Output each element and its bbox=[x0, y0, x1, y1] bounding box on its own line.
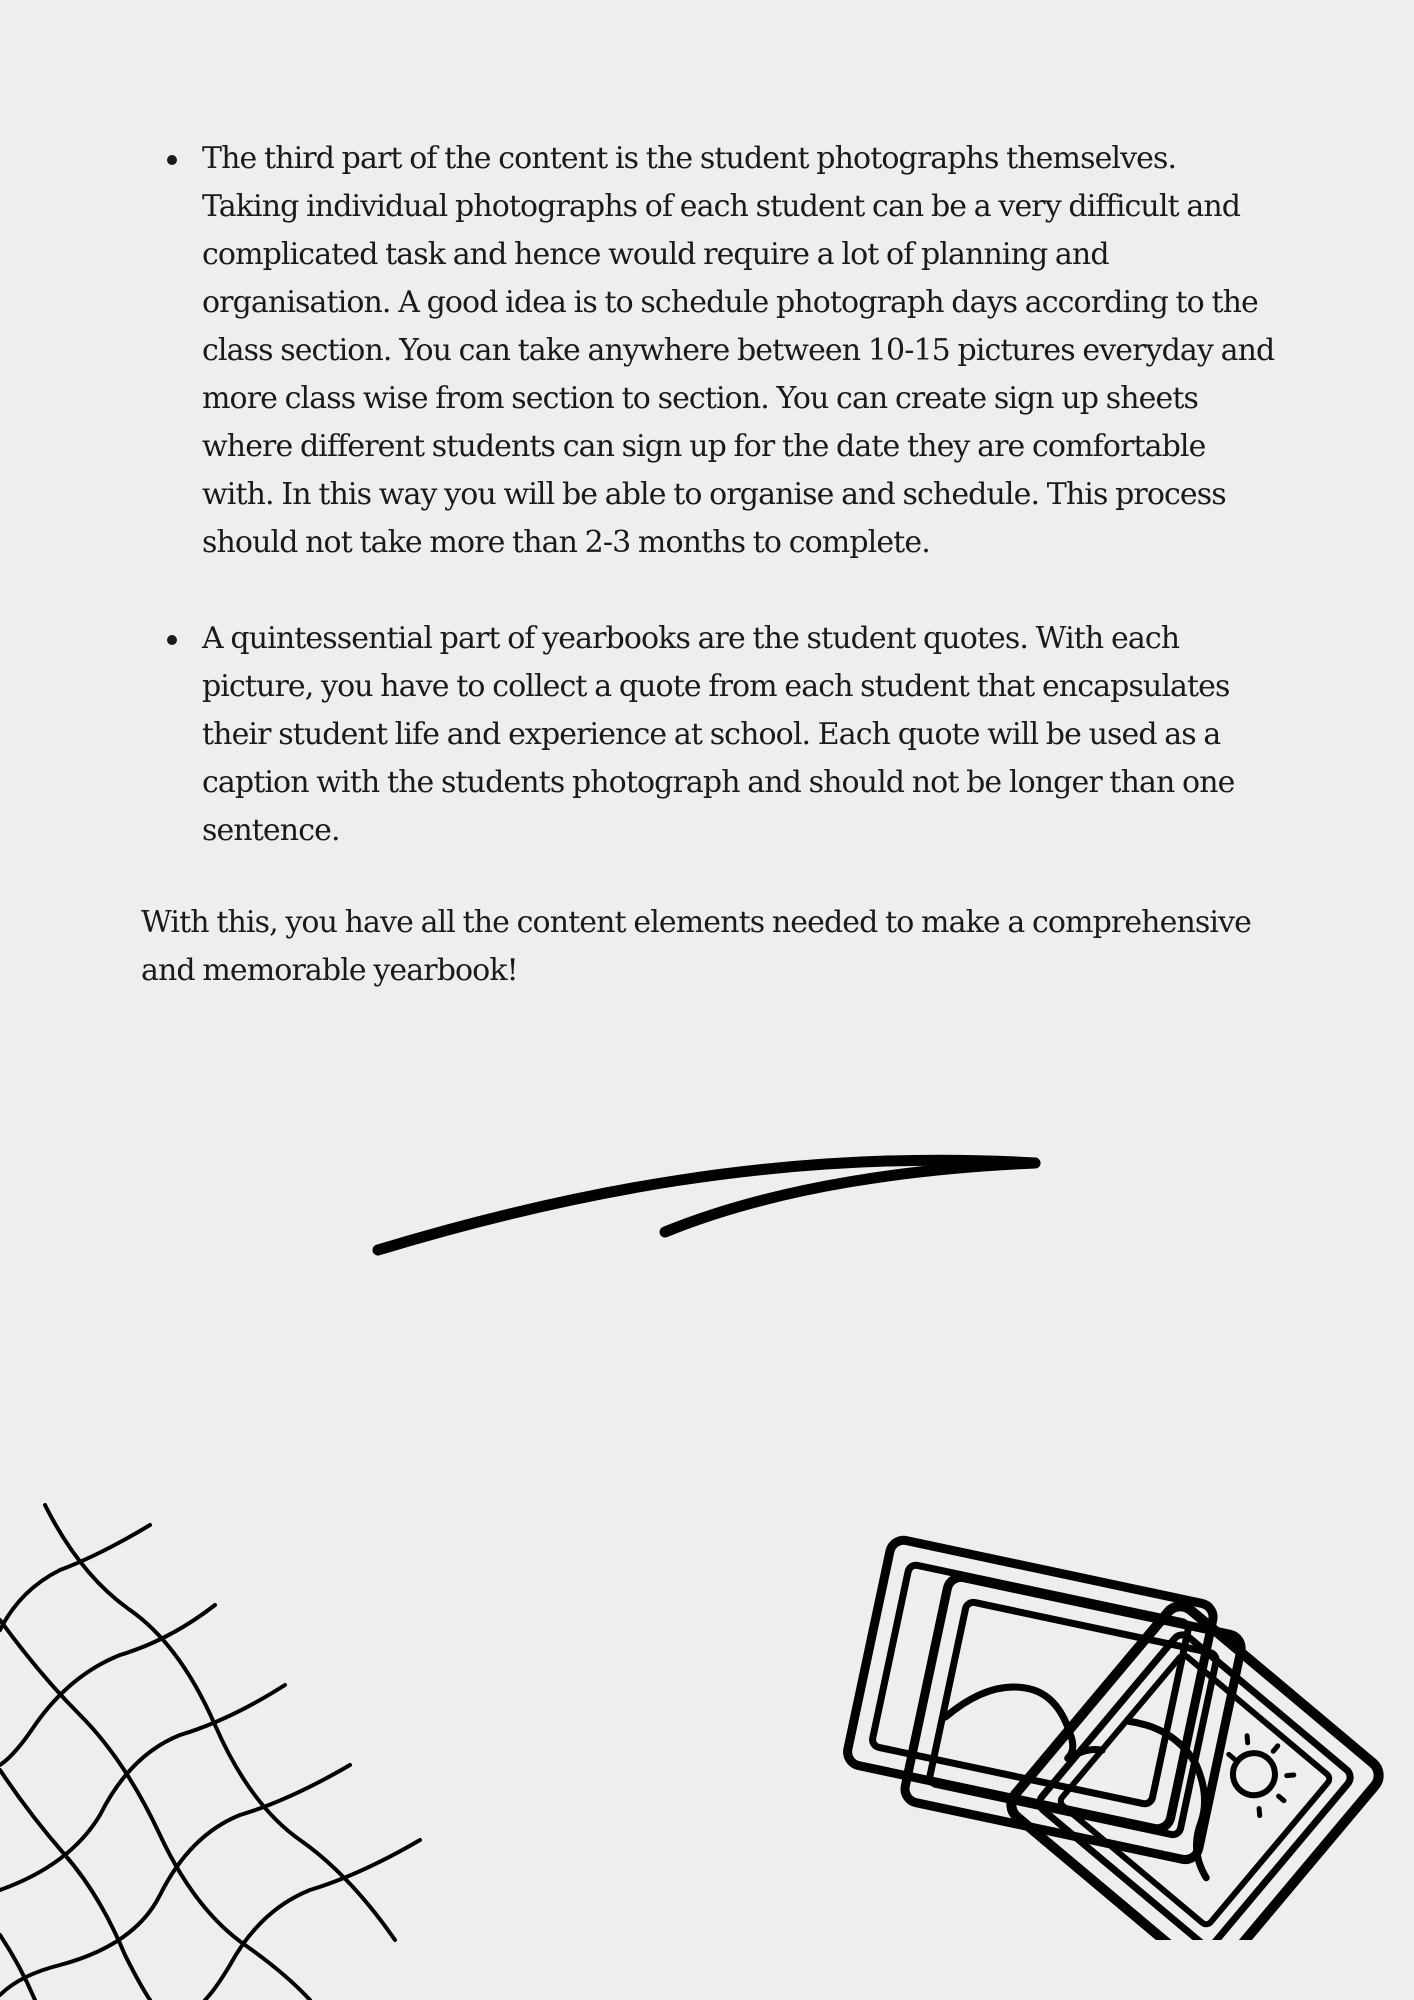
bullet-dot-icon bbox=[167, 635, 177, 645]
photo-frames-icon bbox=[800, 1490, 1390, 1940]
page-content bbox=[141, 135, 1276, 995]
bullet-list bbox=[141, 135, 1276, 855]
swoosh-arrow-icon bbox=[360, 1140, 1060, 1270]
bullet-item-photographs bbox=[141, 135, 1276, 567]
closing-paragraph: With this, you have all the content elements needed to make a comprehensive and memorable yearbook! bbox=[141, 905, 1251, 988]
bullet-item-quotes bbox=[141, 615, 1276, 855]
bullet-dot-icon bbox=[167, 155, 177, 165]
bullet-text: The third part of the content is the student photographs themselves. Taking individual photographs of each student can be a very difficult and complicated task and hence would require a lot of planning and organisation. A good idea is to schedule photograph days according to the class section. You can take anywhere between 10-15 pictures everyday and more class wise from section to section. You can create sign up sheets where different students can sign up for the date they are comfortable with. In this way you will be able to organise and schedule. This process should not take more than 2-3 months to complete. bbox=[202, 141, 1275, 560]
bullet-text: A quintessential part of yearbooks are the student quotes. With each picture, you have to collect a quote from each student that encapsulates their student life and experience at school. Each quote will be used as a caption with the students photograph and should not be longer than one sentence. bbox=[202, 621, 1235, 848]
wavy-grid-icon bbox=[0, 1495, 430, 2000]
